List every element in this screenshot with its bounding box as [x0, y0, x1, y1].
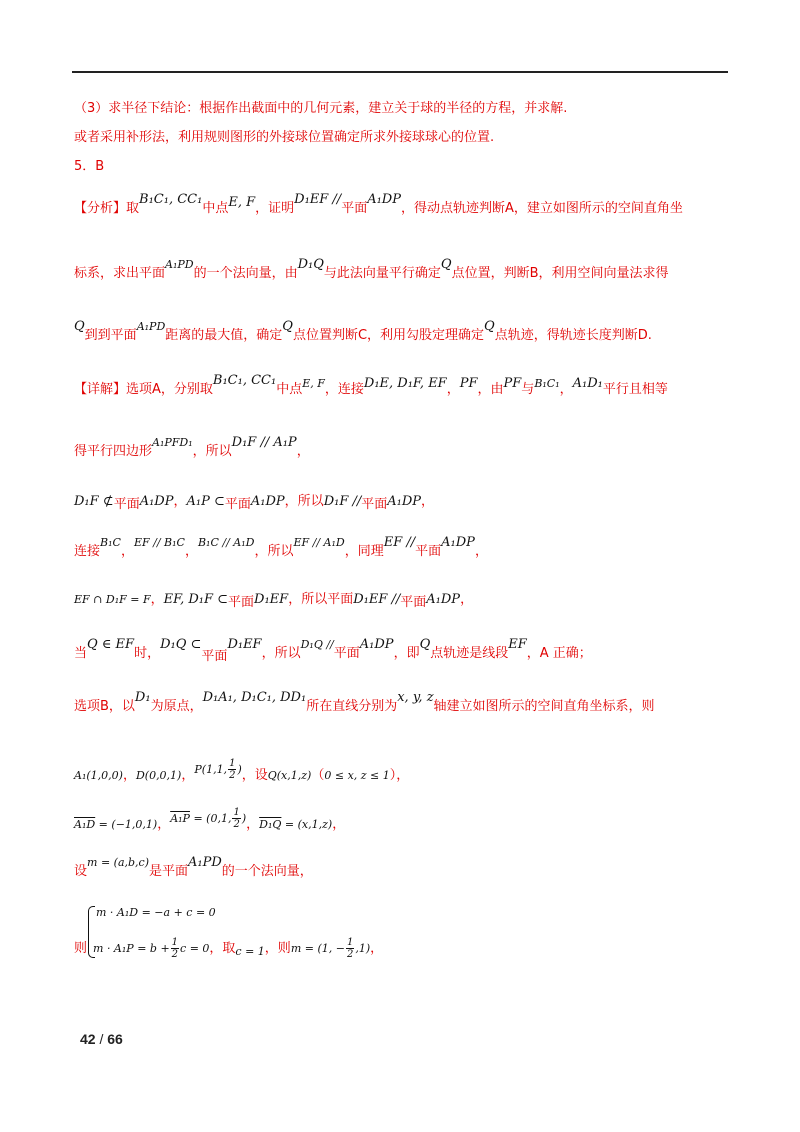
detail-line-10: 设$^{m = (a,b,c)}$是平面A₁PD的一个法向量，: [74, 855, 313, 879]
detail-line-2: 得平行四边形$^{A_1PFD_1}$，所以D₁F // A₁P，: [74, 435, 310, 459]
detail-line-8: A₁(1,0,0)，D(0,0,1)，$^{P(1,1,}$ $\frac{1}{2}$ )，设Q(x,1,z)（0 ≤ x, z ≤ 1），: [74, 758, 410, 783]
page-number: 42 / 66: [80, 1031, 123, 1047]
detail-line-6: 当Q ∈ EF时，D₁Q ⊂平面D₁EF，所以$^{D_1Q //}$平面A₁DP，即Q点轨迹是线段EF，A 正确；: [74, 637, 592, 664]
header-rule: [72, 71, 728, 73]
equation-row-2: 则 m · A₁P = b + $\frac{1}{2}$ c = 0，取$_{c = 1}$，则m = (1, − $\frac{1}{2}$ ,1)，: [74, 937, 384, 960]
detail-line-5: EF ∩ D₁F = F，EF, D₁F ⊂平面D₁EF，所以平面D₁EF //平面A₁DP，: [74, 592, 474, 610]
text-line: （3）求半径下结论：根据作出截面中的几何元素，建立关于球的半径的方程，并求解.: [74, 101, 568, 116]
detail-line-9: A₁D = (−1,0,1)，$^{A_1P}$ $^{= (0,1,}$ $\frac{1}{2}$ )，D₁Q = (x,1,z)，: [74, 807, 346, 832]
detail-tag: 【详解】: [74, 382, 127, 397]
detail-line-3: D₁F ⊄平面A₁DP，A₁P ⊂平面A₁DP，所以D₁F //平面A₁DP，: [74, 494, 435, 512]
detail-line-7: 选项B，以D₁为原点，D₁A₁, D₁C₁, DD₁所在直线分别为x, y, z轴建立如图所示的空间直角坐标系，则: [74, 690, 655, 714]
text-line: 或者采用补形法，利用规则图形的外接球位置确定所求外接球球心的位置.: [74, 130, 495, 145]
analysis-line-2: 标系，求出平面$^{A_1PD}$的一个法向量，由D₁Q与此法向量平行确定Q点位置，判断B，利用空间向量法求得: [74, 257, 669, 281]
detail-line-1: 【详解】选项A，分别取B₁C₁, CC₁中点$^{E, F}$，连接D₁E, D₁F, EF，PF，由PF与$^{B_1C_1}$，A₁D₁平行且相等: [74, 373, 668, 397]
analysis-line-1: 【分析】取B₁C₁, CC₁中点E, F，证明D₁EF //平面A₁DP，得动点轨迹判断A，建立如图所示的空间直角坐: [74, 192, 683, 216]
detail-line-4: 连接$^{B_1C}$，$^{EF // B_1C}$，$^{B_1C // A_1D}$，所以$^{EF // A_1D}$，同理EF //平面A₁DP，: [74, 535, 488, 559]
analysis-line-3: Q到到平面$^{A_1PD}$距离的最大值，确定Q点位置判断C，利用勾股定理确定Q点轨迹，得轨迹长度判断D.: [74, 319, 652, 343]
equation-row-1: m · A₁D = −a + c = 0: [96, 906, 216, 919]
answer-line: 5．B: [74, 159, 105, 174]
analysis-tag: 【分析】: [74, 201, 127, 216]
